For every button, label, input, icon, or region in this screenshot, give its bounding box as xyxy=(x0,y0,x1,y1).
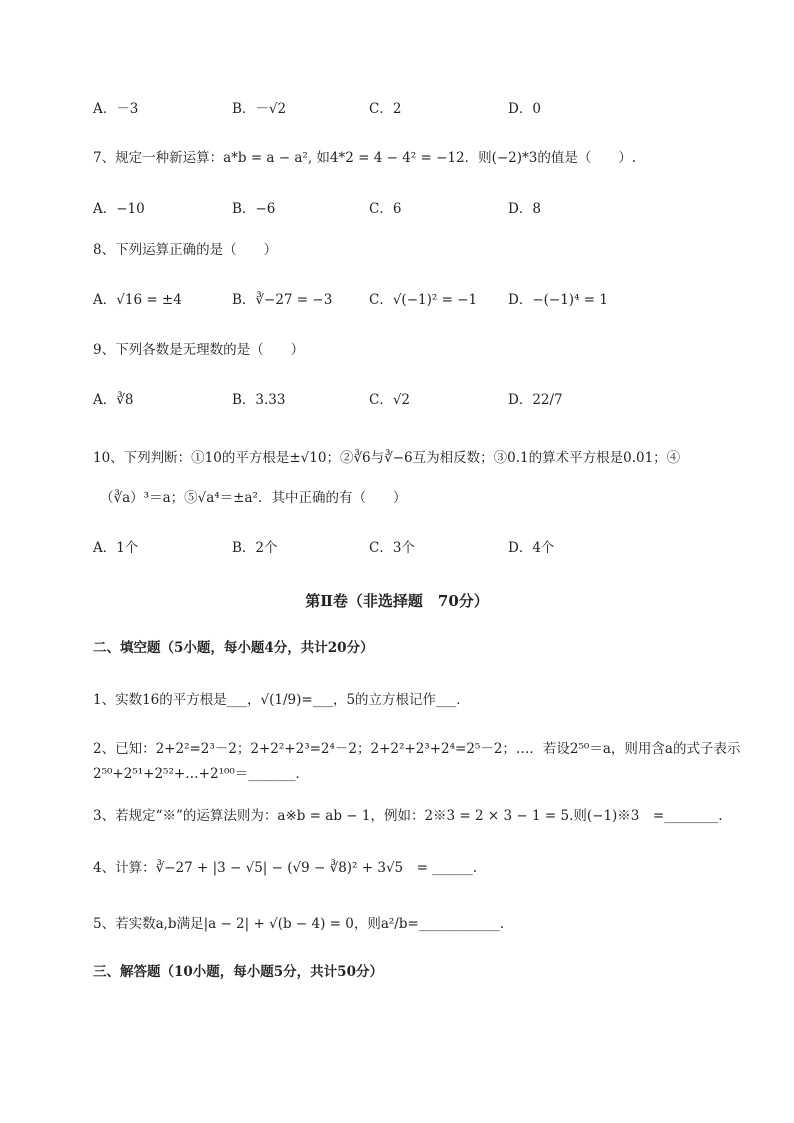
q10-stem-line1: 10、下列判断：①10的平方根是±√10；②∛6与∛−6互为相反数；③0.1的算术平方根是0.01；④ xyxy=(93,450,681,466)
q6-option-d: D．0 xyxy=(508,101,541,117)
section3-heading: 三、解答题（10小题，每小题5分，共计50分） xyxy=(93,964,383,980)
q8-option-b: B．∛−27 = −3 xyxy=(232,292,333,308)
q9-option-d: D．22/7 xyxy=(508,392,563,408)
q7-option-c: C．6 xyxy=(369,201,402,217)
q7-option-b: B．−6 xyxy=(232,201,276,217)
q8-option-c: C．√(−1)² = −1 xyxy=(369,292,478,308)
fill-q1: 1、实数16的平方根是___，√(1/9)=___，5的立方根记作___． xyxy=(93,692,470,708)
q10-option-c: C．3个 xyxy=(369,540,415,556)
q6-option-a: A．－3 xyxy=(93,101,139,117)
q8-option-a: A．√16 = ±4 xyxy=(93,292,182,308)
fill-q3: 3、若规定“※”的运算法则为：a※b = ab − 1，例如：2※3 = 2 × 3 − 1 = 5.则(−1)※3 =________. xyxy=(93,808,723,824)
fill-q4: 4、计算：∛−27 + |3 − √5| − (√9 − ∛8)² + 3√5 = ______. xyxy=(93,860,478,876)
q9-option-c: C．√2 xyxy=(369,392,411,408)
q10-option-a: A．1个 xyxy=(93,540,139,556)
q6-option-c: C．2 xyxy=(369,101,402,117)
q9-option-b: B．3.33 xyxy=(232,392,286,408)
fill-q2-line1: 2、已知：2+2²=2³－2；2+2²+2³=2⁴－2；2+2²+2³+2⁴=2⁵－2；…．若设2⁵⁰＝a，则用含a的式子表示 xyxy=(93,741,741,757)
q7-option-a: A．−10 xyxy=(93,201,145,217)
q7-option-d: D．8 xyxy=(508,201,541,217)
q6-option-b: B．－√2 xyxy=(232,101,287,117)
q7-stem: 7、规定一种新运算：a*b = a − a², 如4*2 = 4 − 4² = −12．则(−2)*3的值是（ ）. xyxy=(93,150,637,166)
q9-option-a: A．∛8 xyxy=(93,392,134,408)
section2-heading: 二、填空题（5小题，每小题4分，共计20分） xyxy=(93,640,374,656)
q10-stem-line2: （∛a）³＝a；⑤√a⁴＝±a²．其中正确的有（ ） xyxy=(100,490,407,506)
fill-q2-line2: 2⁵⁰+2⁵¹+2⁵²+…+2¹⁰⁰＝_______． xyxy=(93,766,310,782)
part2-title: 第Ⅱ卷（非选择题 70分） xyxy=(305,592,489,610)
q8-stem: 8、下列运算正确的是（ ） xyxy=(93,242,278,258)
q10-option-b: B．2个 xyxy=(232,540,278,556)
fill-q5: 5、若实数a,b满足|a − 2| + √(b − 4) = 0，则a²/b=____________. xyxy=(93,916,505,932)
q9-stem: 9、下列各数是无理数的是（ ） xyxy=(93,342,305,358)
q8-option-d: D．−(−1)⁴ = 1 xyxy=(508,292,608,308)
q10-option-d: D．4个 xyxy=(508,540,555,556)
